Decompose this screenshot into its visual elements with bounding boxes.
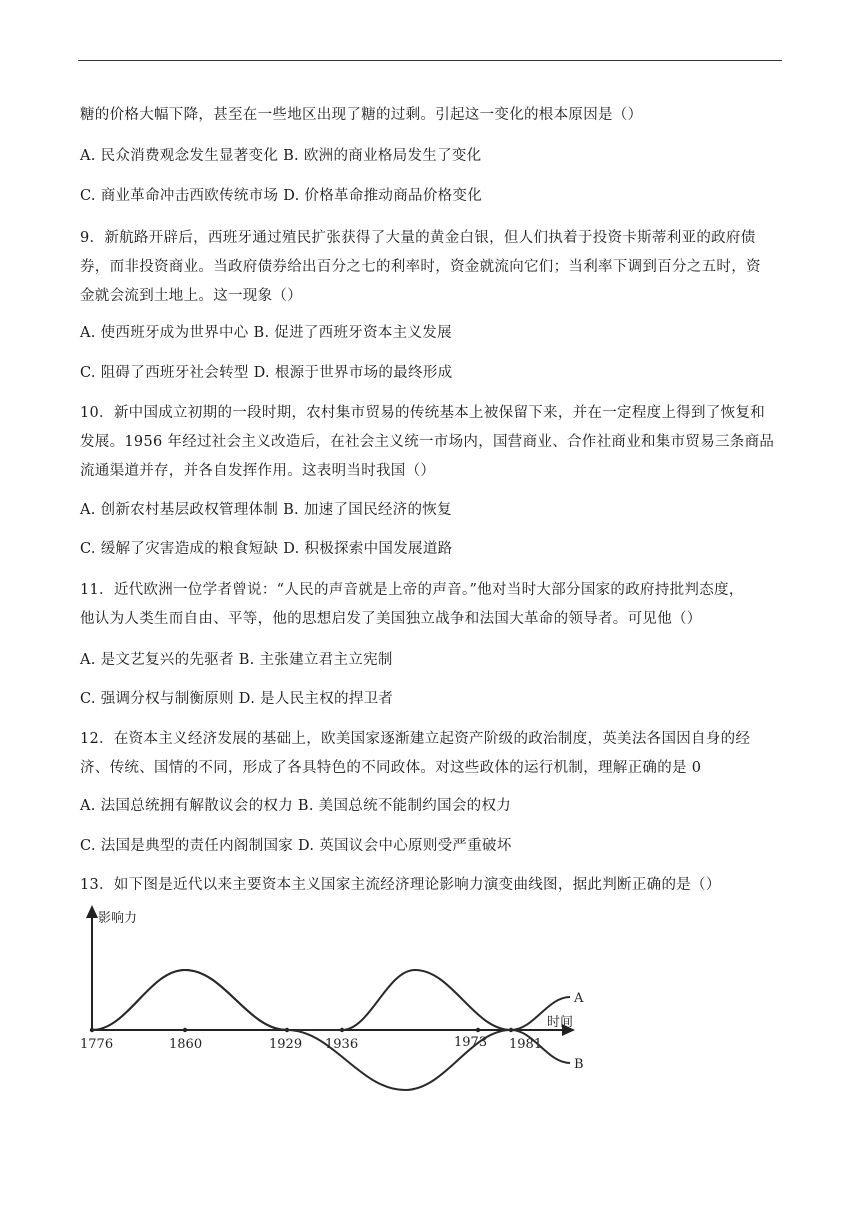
y-axis-arrow bbox=[86, 905, 98, 918]
q9-stem-line1: 9．新航路开辟后，西班牙通过殖民扩张获得了大量的黄金白银，但人们执着于投资卡斯蒂利亚的政府债 bbox=[80, 230, 756, 246]
x-tick-mark-1973 bbox=[476, 1028, 480, 1032]
y-axis-label: 影响力 bbox=[98, 911, 138, 926]
q9-options-cd[interactable]: C. 阻碍了西班牙社会转型 D. 根源于世界市场的最终形成 bbox=[80, 365, 453, 381]
q9-stem-line2: 券，而非投资商业。当政府债券给出百分之七的利率时，资金就流向它们；当利率下调到百分之五时，资 bbox=[80, 259, 761, 275]
q10-options-ab[interactable]: A. 创新农村基层政权管理体制 B. 加速了国民经济的恢复 bbox=[80, 502, 452, 518]
x-tick-label-1929: 1929 bbox=[269, 1037, 303, 1052]
x-tick-label-1776: 1776 bbox=[80, 1037, 114, 1052]
series-label-A: A bbox=[574, 991, 584, 1006]
x-tick-label-1981: 1981 bbox=[509, 1037, 543, 1052]
x-tick-label-1936: 1936 bbox=[325, 1037, 359, 1052]
header-rule bbox=[78, 60, 782, 61]
q12-stem-line1: 12．在资本主义经济发展的基础上，欧美国家逐渐建立起资产阶级的政治制度，英美法各国因自身的经 bbox=[80, 731, 751, 747]
q11-stem-line1: 11．近代欧洲一位学者曾说：“人民的声音就是上帝的声音。”他对当时大部分国家的政府持批判态度， bbox=[80, 582, 744, 598]
q10-stem-line3: 流通渠道并存，并各自发挥作用。这表明当时我国（） bbox=[80, 463, 436, 479]
q8-options-ab[interactable]: A. 民众消费观念发生显著变化 B. 欧洲的商业格局发生了变化 bbox=[80, 148, 482, 164]
q11-options-cd[interactable]: C. 强调分权与制衡原则 D. 是人民主权的捍卫者 bbox=[80, 691, 394, 707]
x-axis-label: 时间 bbox=[547, 1015, 574, 1030]
q8-stem: 糖的价格大幅下降，甚至在一些地区出现了糖的过剩。引起这一变化的根本原因是（） bbox=[80, 107, 643, 123]
q8-options-cd[interactable]: C. 商业革命冲击西欧传统市场 D. 价格革命推动商品价格变化 bbox=[80, 188, 483, 204]
curve-A bbox=[92, 970, 570, 1030]
influence-chart bbox=[70, 902, 610, 1102]
q10-stem-line1: 10．新中国成立初期的一段时期，农村集市贸易的传统基本上被保留下来，并在一定程度上得到了恢复和 bbox=[80, 405, 766, 421]
q12-stem-line2: 济、传统、国情的不同，形成了各具特色的不同政体。对这些政体的运行机制，理解正确的是 0 bbox=[80, 760, 702, 776]
q11-stem-line2: 他认为人类生而自由、平等，他的思想启发了美国独立战争和法国大革命的领导者。可见他（） bbox=[80, 611, 702, 627]
x-tick-label-1973: 1973 bbox=[454, 1035, 488, 1050]
x-tick-mark-1860 bbox=[183, 1028, 187, 1032]
q12-options-ab[interactable]: A. 法国总统拥有解散议会的权力 B. 美国总统不能制约国会的权力 bbox=[80, 798, 512, 814]
q13-stem: 13．如下图是近代以来主要资本主义国家主流经济理论影响力演变曲线图，据此判断正确的是（） bbox=[80, 877, 721, 893]
x-ticks bbox=[80, 1028, 542, 1052]
q12-options-cd[interactable]: C. 法国是典型的责任内阁制国家 D. 英国议会中心原则受严重破坏 bbox=[80, 838, 512, 854]
q9-options-ab[interactable]: A. 使西班牙成为世界中心 B. 促进了西班牙资本主义发展 bbox=[80, 325, 452, 341]
q11-options-ab[interactable]: A. 是文艺复兴的先驱者 B. 主张建立君主立宪制 bbox=[80, 652, 393, 668]
q10-stem-line2: 发展。1956 年经过社会主义改造后，在社会主义统一市场内，国营商业、合作社商业和集市贸易三条商品 bbox=[80, 434, 775, 450]
q9-stem-line3: 金就会流到土地上。这一现象（） bbox=[80, 288, 302, 304]
series-label-B: B bbox=[574, 1057, 584, 1072]
q10-options-cd[interactable]: C. 缓解了灾害造成的粮食短缺 D. 积极探索中国发展道路 bbox=[80, 541, 453, 557]
x-tick-label-1860: 1860 bbox=[169, 1037, 203, 1052]
